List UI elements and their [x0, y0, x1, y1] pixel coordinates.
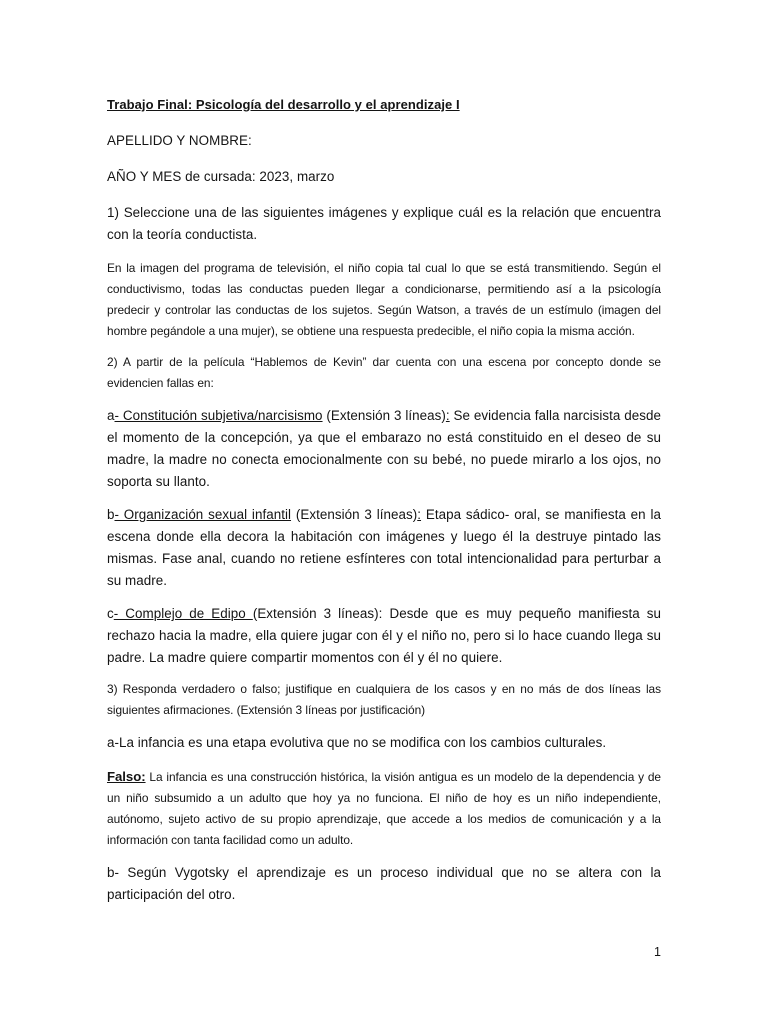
title-text: Trabajo Final: Psicología del desarrollo y el aprendizaje I [107, 97, 460, 112]
answer-3a-text: La infancia es una construcción histórica, la visión antigua es un modelo de la dependencia y de un niño subsumido a un adulto que hoy ya no funciona. El niño de hoy es un niño independiente, autónomo, sujeto activo de su propio aprendizaje, que accede a los medios de comunicación y a la información con tanta facilidad como un adulto. [107, 770, 661, 847]
answer-3a-verdict: Falso: [107, 769, 146, 784]
answer-2c-extension: (Extensión 3 líneas) [252, 606, 379, 621]
answer-2a-concept: - Constitución subjetiva/narcisismo [114, 408, 323, 423]
document-title [107, 94, 661, 116]
answer-2a-prefix: a [107, 408, 115, 423]
answer-2b [107, 504, 661, 592]
answer-2a [107, 405, 661, 493]
question-3: 3) Responda verdadero o falso; justifique en cualquiera de los casos y en no más de dos líneas las siguientes afirmaciones. (Extensión 3 líneas por justificación) [107, 682, 661, 717]
question-1: 1) Seleccione una de las siguientes imágenes y explique cuál es la relación que encuentra con la teoría conductista. [107, 205, 661, 242]
statement-3a: a-La infancia es una etapa evolutiva que no se modifica con los cambios culturales. [107, 735, 607, 750]
question-2: 2) A partir de la película “Hablemos de Kevin” dar cuenta con una escena por concepto donde se evidencien fallas en: [107, 355, 661, 390]
name-label: APELLIDO Y NOMBRE: [107, 133, 252, 148]
answer-2b-prefix: b [107, 507, 115, 522]
answer-2c [107, 603, 661, 669]
page-number: 1 [654, 945, 661, 959]
year-label: AÑO Y MES de cursada: 2023, marzo [107, 169, 335, 184]
answer-1: En la imagen del programa de televisión, el niño copia tal cual lo que se está transmitiendo. Según el conductivismo, todas las conductas pueden llegar a condicionarse, permitiendo así a la psicología predecir y controlar las conductas de los sujetos. Según Watson, a través de un estímulo (imagen del hombre pegándole a una mujer), se obtiene una respuesta predecible, el niño copia la misma acción. [107, 261, 661, 338]
answer-2a-text: Se evidencia falla narcisista desde el momento de la concepción, ya que el embarazo no está constituido en el deseo de su madre, la madre no conecta emocionalmente con su bebé, no puede mirarlo a los ojos, no soporta su llanto. [107, 408, 661, 489]
answer-2a-extension: (Extensión 3 líneas) [322, 408, 446, 423]
answer-2b-text: Etapa sádico- oral, se manifiesta en la escena donde ella decora la habitación con imágenes y luego él la destruye pintado las mismas. Fase anal, cuando no retiene esfínteres con total intencionalidad para perturbar a su madre. [107, 507, 661, 588]
document-page [107, 94, 661, 906]
answer-2b-concept: - Organización sexual infantil [114, 507, 292, 522]
answer-2a-colon: : [445, 408, 450, 423]
answer-2c-prefix: c [107, 606, 114, 621]
statement-3b: b- Según Vygotsky el aprendizaje es un proceso individual que no se altera con la participación del otro. [107, 865, 661, 902]
answer-2b-colon: : [417, 507, 422, 522]
answer-2b-extension: (Extensión 3 líneas) [291, 507, 418, 522]
answer-3a [107, 766, 661, 851]
answer-2c-text: Desde que es muy pequeño manifiesta su rechazo hacia la madre, ella quiere jugar con él y el niño no, pero si lo hace cuando llega su padre. La madre quiere compartir momentos con él y él no quiere. [107, 606, 661, 665]
answer-2c-colon: : [378, 606, 383, 621]
answer-2c-concept: - Complejo de Edipo [113, 606, 253, 621]
